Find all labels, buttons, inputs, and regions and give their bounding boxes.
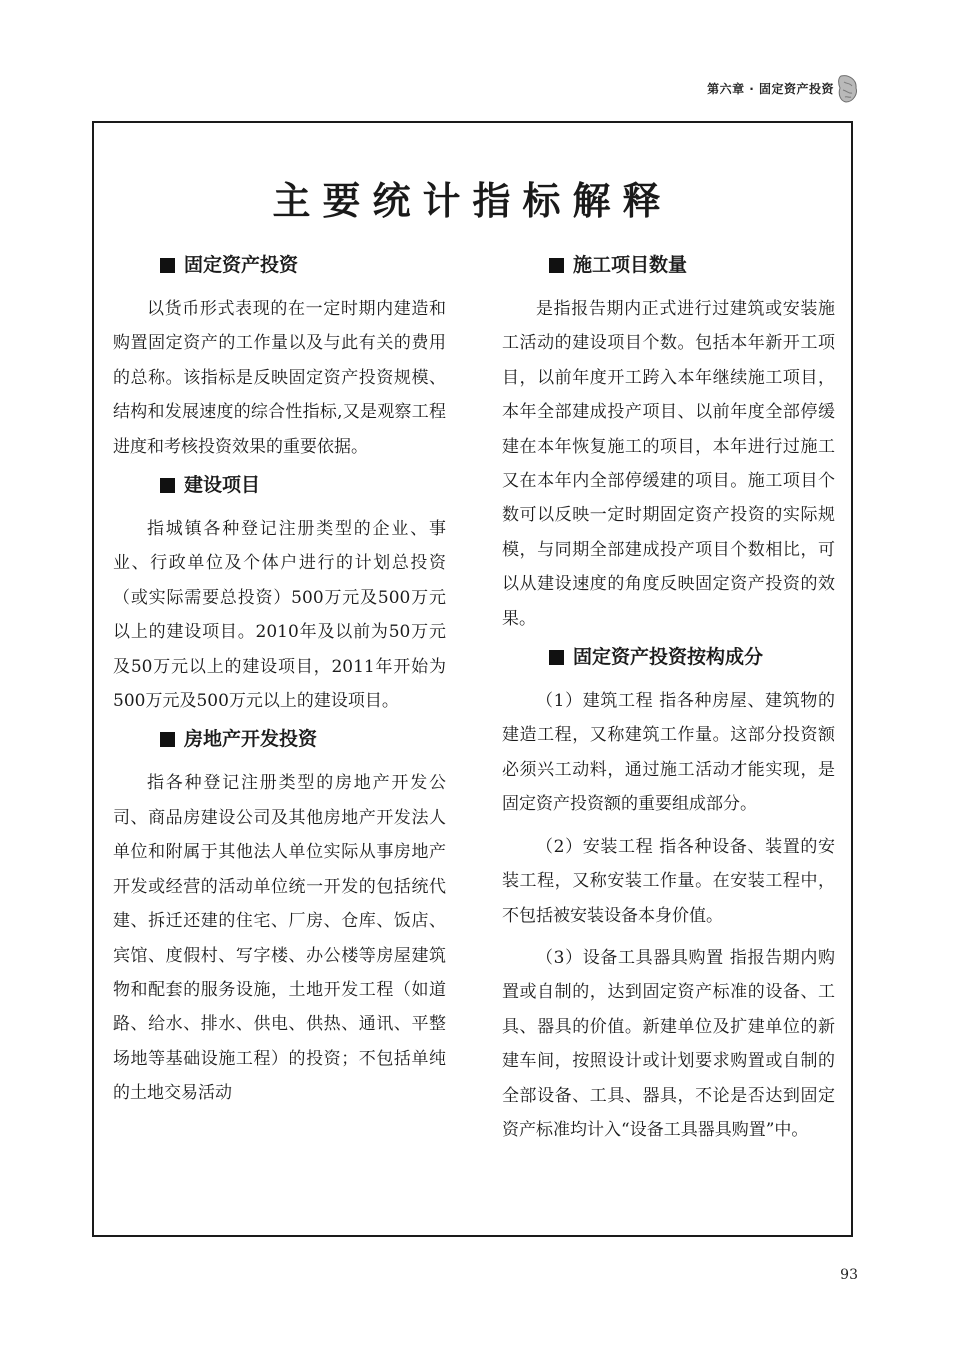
- section-heading-construction-project: [160, 470, 446, 500]
- page-title: 主要统计指标解释: [272, 178, 673, 223]
- stone-ornament-icon: [837, 74, 859, 104]
- section-paragraph: （3）设备工具器具购置 指报告期内购置或自制的，达到固定资产标准的设备、工具、器具的价值。新建单位及扩建单位的新建车间，按照设计或计划要求购置或自制的全部设备、工具、器具，不论是否达到固定资产标准均计入“设备工具器具购置”中。: [502, 947, 835, 1140]
- section-paragraph: （2）安装工程 指各种设备、装置的安装工程，又称安装工作量。在安装工程中，不包括被安装设备本身价值。: [502, 836, 835, 926]
- section-heading-label: 房地产开发投资: [184, 728, 318, 751]
- section-heading-label: 建设项目: [184, 474, 261, 497]
- section-paragraph: 以货币形式表现的在一定时期内建造和购置固定资产的工作量以及与此有关的费用的总称。该指标是反映固定资产投资规模、结构和发展速度的综合性指标,又是观察工程进度和考核投资效果的重要依据。: [113, 299, 446, 457]
- section-heading-projects-under-construction: [549, 250, 835, 280]
- filled-square-icon: [549, 258, 564, 273]
- left-column: [113, 250, 446, 1111]
- section-paragraph: （1）建筑工程 指各种房屋、建筑物的建造工程，又称建筑工作量。这部分投资额必须兴工动料，通过施工活动才能实现，是固定资产投资额的重要组成部分。: [502, 691, 835, 815]
- section-heading-label: 施工项目数量: [573, 254, 688, 276]
- section-heading-label: 固定资产投资: [184, 254, 299, 276]
- filled-square-icon: [160, 258, 175, 273]
- filled-square-icon: [160, 732, 175, 747]
- running-head: 第六章 · 固定资产投资: [707, 82, 834, 96]
- filled-square-icon: [160, 478, 175, 493]
- section-paragraph: 是指报告期内正式进行过建筑或安装施工活动的建设项目个数。包括本年新开工项目，以前年度开工跨入本年继续施工项目，本年全部建成投产项目、以前年度全部停缓建在本年恢复施工的项目，本年进行过施工又在本年内全部停缓建的项目。施工项目个数可以反映一定时期固定资产投资的实际规模，与同期全部建成投产项目个数相比，可以从建设速度的角度反映固定资产投资的效果。: [502, 299, 835, 629]
- section-heading-fixed-asset-investment: [160, 250, 446, 280]
- section-paragraph: 指各种登记注册类型的房地产开发公司、商品房建设公司及其他房地产开发法人单位和附属于其他法人单位实际从事房地产开发或经营的活动单位统一开发的包括统代建、拆迁还建的住宅、厂房、仓库、饭店、宾馆、度假村、写字楼、办公楼等房屋建筑物和配套的服务设施，土地开发工程（如道路、给水、排水、供电、供热、通讯、平整场地等基础设施工程）的投资；不包括单纯的土地交易活动: [113, 773, 446, 1104]
- section-heading-investment-composition: [549, 642, 835, 672]
- filled-square-icon: [549, 650, 564, 665]
- page-number: 93: [840, 1267, 858, 1283]
- section-paragraph: 指城镇各种登记注册类型的企业、事业、行政单位及个体户进行的计划总投资（或实际需要总投资）500万元及500万元以上的建设项目。2010年及以前为50万元及50万元以上的建设项目，2011年开始为500万元及500万元以上的建设项目。: [113, 519, 446, 712]
- section-heading-real-estate-investment: [160, 724, 446, 754]
- right-column: [502, 250, 835, 1147]
- section-heading-label: 固定资产投资按构成分: [573, 646, 764, 669]
